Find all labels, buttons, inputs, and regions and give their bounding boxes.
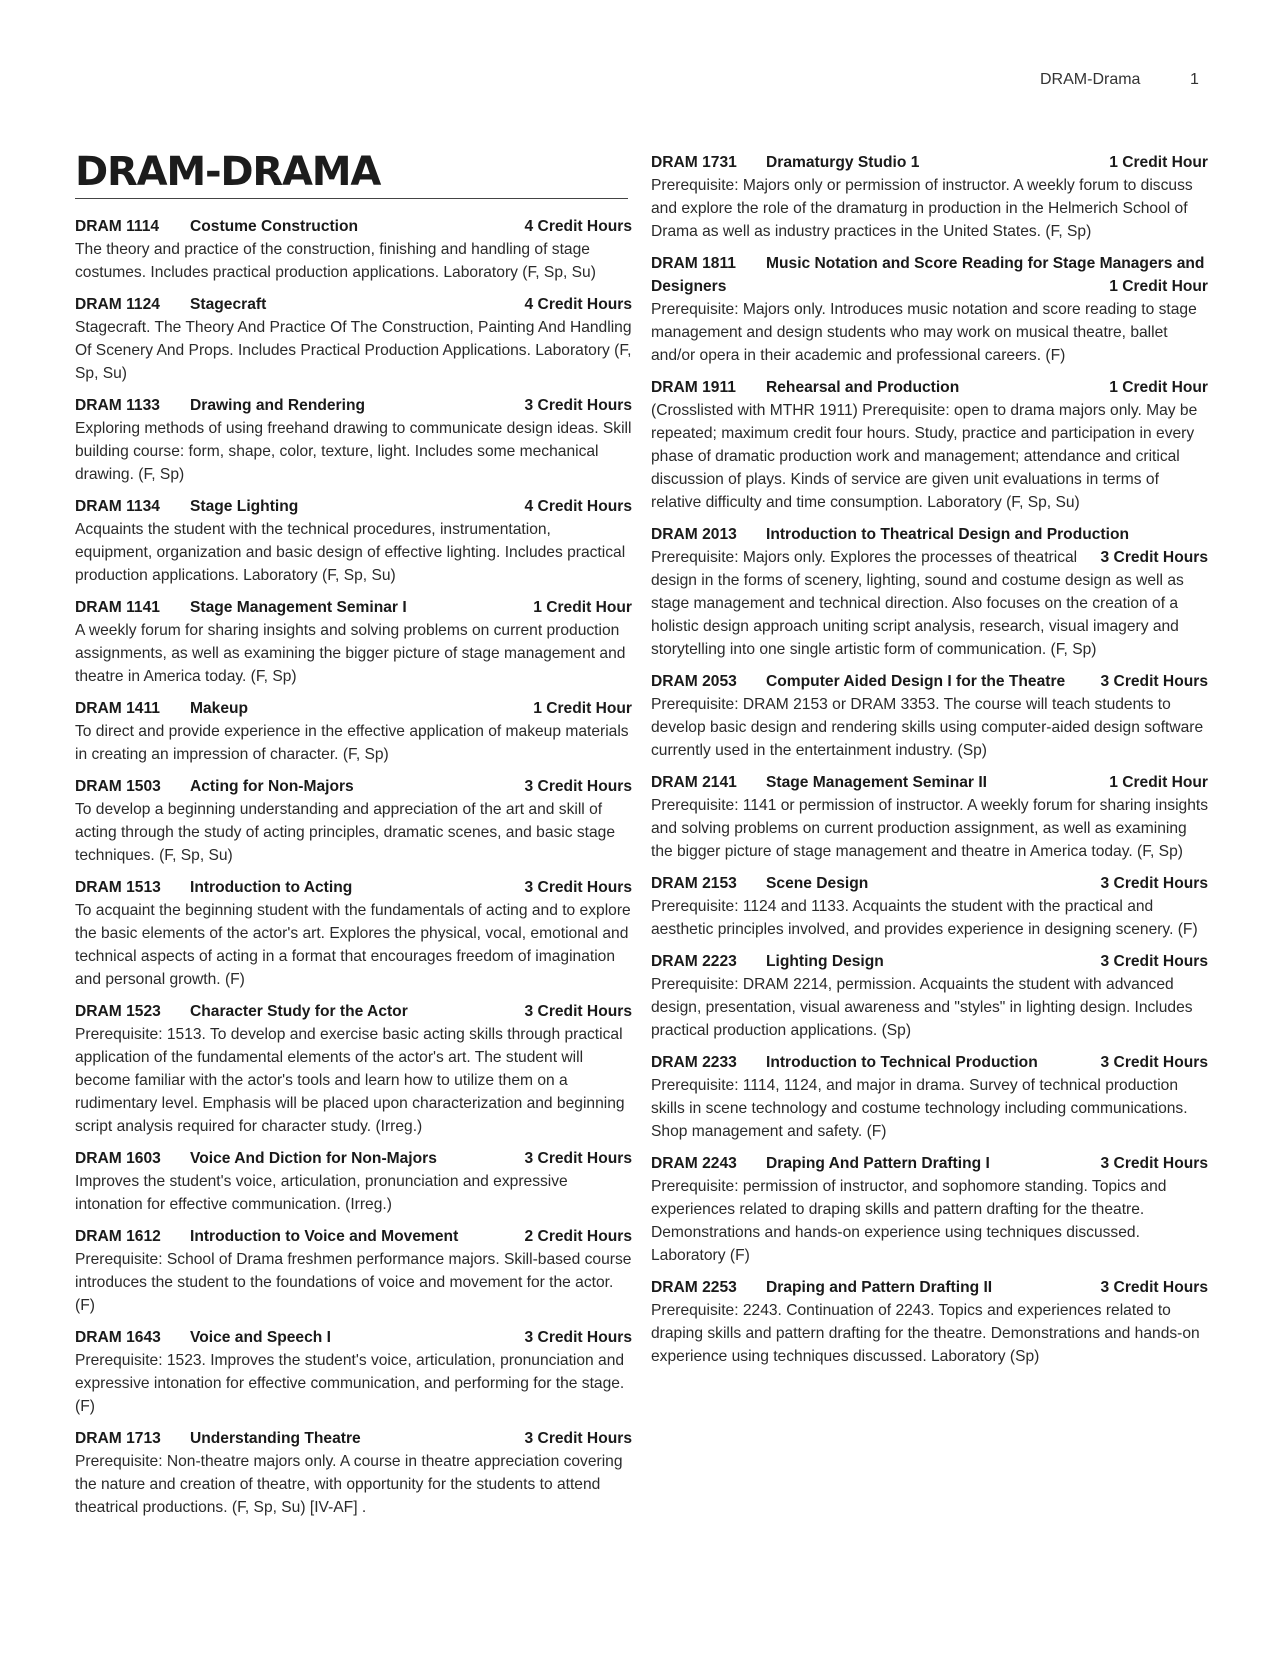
course-entry xyxy=(651,151,1208,243)
course-credits: 3 Credit Hours xyxy=(524,879,632,896)
course-heading xyxy=(75,1225,632,1248)
course-list-left xyxy=(75,215,632,1519)
course-title: Stagecraft xyxy=(190,296,267,313)
course-code: DRAM 1141 xyxy=(75,599,160,616)
course-title: Introduction to Acting xyxy=(190,879,353,896)
course-credits: 1 Credit Hour xyxy=(533,599,632,616)
course-description: To develop a beginning understanding and appreciation of the art and skill of acting through the study of acting principles, dramatic scenes, and basic stage techniques. (F, Sp, Su) xyxy=(75,801,616,864)
course-entry xyxy=(651,252,1208,367)
course-credits: 3 Credit Hours xyxy=(1100,673,1208,690)
course-title: Stage Management Seminar II xyxy=(766,774,987,791)
course-title: Dramaturgy Studio 1 xyxy=(766,154,920,171)
course-code: DRAM 2153 xyxy=(651,875,737,892)
course-description: Prerequisite: 1523. Improves the student's voice, articulation, pronunciation and expressive intonation for effective communication, and performing for the stage. (F) xyxy=(75,1352,625,1415)
course-description: Prerequisite: Majors only. Introduces music notation and score reading to stage management and design students who may work on musical theatre, ballet and/or opera in their academic and professional careers. (F) xyxy=(651,301,1197,364)
course-entry xyxy=(75,1427,632,1519)
course-title: Voice and Speech I xyxy=(190,1329,331,1346)
course-heading xyxy=(651,151,1208,174)
course-title: Makeup xyxy=(190,700,249,717)
course-heading xyxy=(651,771,1208,794)
course-heading xyxy=(651,523,1208,566)
course-credits: 4 Credit Hours xyxy=(524,296,632,313)
right-column xyxy=(651,151,1208,1377)
course-description: Prerequisite: 2243. Continuation of 2243. Topics and experiences related to draping skills and pattern drafting for the theatre. Demonstrations and hands-on experience using techniques discussed. Laboratory (Sp) xyxy=(651,1302,1200,1365)
course-heading xyxy=(75,1000,632,1023)
course-entry xyxy=(75,596,632,688)
course-credits: 3 Credit Hours xyxy=(524,1003,632,1020)
course-code: DRAM 2223 xyxy=(651,953,737,970)
left-column xyxy=(75,148,632,1528)
course-code: DRAM 1411 xyxy=(75,700,160,717)
course-credits: 3 Credit Hours xyxy=(1100,953,1208,970)
running-header xyxy=(1040,71,1210,89)
course-entry xyxy=(75,775,632,867)
course-description: Exploring methods of using freehand drawing to communicate design ideas. Skill building course: form, shape, color, texture, light. Includes some mechanical drawing. (F, Sp) xyxy=(75,420,632,483)
course-heading xyxy=(75,1326,632,1349)
course-entry xyxy=(651,1152,1208,1267)
course-heading xyxy=(651,670,1208,693)
course-entry xyxy=(651,771,1208,863)
course-description: Prerequisite: 1141 or permission of instructor. A weekly forum for sharing insights and solving problems on current production assignment, as well as examining the bigger picture of stage management and theatre in America today. (F, Sp) xyxy=(651,797,1209,860)
course-description: Acquaints the student with the technical procedures, instrumentation, equipment, organization and basic design of effective lighting. Includes practical production applications. Laboratory (F, Sp, Su) xyxy=(75,521,626,584)
course-title: Introduction to Technical Production xyxy=(766,1054,1038,1071)
course-entry xyxy=(651,872,1208,941)
course-title: Understanding Theatre xyxy=(190,1430,361,1447)
course-code: DRAM 2053 xyxy=(651,673,737,690)
course-entry xyxy=(651,950,1208,1042)
course-credits: 3 Credit Hours xyxy=(524,1430,632,1447)
course-entry xyxy=(75,697,632,766)
course-heading xyxy=(651,1152,1208,1175)
course-entry xyxy=(75,215,632,284)
course-code: DRAM 1503 xyxy=(75,778,161,795)
course-heading xyxy=(651,376,1208,399)
course-code: DRAM 2253 xyxy=(651,1279,737,1296)
course-entry xyxy=(75,394,632,486)
course-title: Music Notation and Score Reading for Stage Managers and Designers xyxy=(651,255,1205,295)
course-description: Prerequisite: Majors only. Explores the processes of theatrical design in the forms of scenery, lighting, sound and costume design as well as stage management and technical direction. Also focuses on the creation of a holistic design approach uniting script analysis, research, visual imagery and storytelling into one single artistic form of communication. (F, Sp) xyxy=(651,549,1184,658)
course-description: Prerequisite: Non-theatre majors only. A course in theatre appreciation covering the nature and creation of theatre, with opportunity for the students to attend theatrical productions. (F, Sp, Su) [IV-AF] . xyxy=(75,1453,623,1516)
course-title: Introduction to Voice and Movement xyxy=(190,1228,459,1245)
course-credits: 4 Credit Hours xyxy=(524,218,632,235)
course-heading xyxy=(75,495,632,518)
course-heading xyxy=(75,596,632,619)
course-credits: 3 Credit Hours xyxy=(524,397,632,414)
course-heading xyxy=(75,394,632,417)
course-code: DRAM 1811 xyxy=(651,255,736,272)
course-entry xyxy=(651,1276,1208,1368)
course-title: Computer Aided Design I for the Theatre xyxy=(766,673,1066,690)
course-credits: 3 Credit Hours xyxy=(524,1150,632,1167)
course-description: Prerequisite: DRAM 2214, permission. Acquaints the student with advanced design, presentation, visual awareness and "styles" in lighting design. Includes practical production applications. (Sp) xyxy=(651,976,1193,1039)
course-entry xyxy=(651,1051,1208,1143)
course-code: DRAM 1523 xyxy=(75,1003,161,1020)
course-heading xyxy=(75,876,632,899)
course-heading xyxy=(75,1147,632,1170)
course-credits: 1 Credit Hour xyxy=(1109,379,1208,396)
course-title: Draping And Pattern Drafting I xyxy=(766,1155,990,1172)
course-heading xyxy=(651,252,1208,298)
course-credits: 1 Credit Hour xyxy=(1109,774,1208,791)
course-title: Draping and Pattern Drafting II xyxy=(766,1279,993,1296)
course-list-right xyxy=(651,151,1208,1368)
course-code: DRAM 1911 xyxy=(651,379,736,396)
course-title: Stage Management Seminar I xyxy=(190,599,407,616)
course-entry xyxy=(651,670,1208,762)
course-entry xyxy=(75,495,632,587)
course-credits: 3 Credit Hours xyxy=(1100,549,1208,566)
course-description: Prerequisite: Majors only or permission of instructor. A weekly forum to discuss and explore the role of the dramaturg in production in the Helmerich School of Drama as well as industry practices in the United States. (F, Sp) xyxy=(651,177,1193,240)
course-code: DRAM 1713 xyxy=(75,1430,161,1447)
course-credits: 3 Credit Hours xyxy=(1100,1279,1208,1296)
course-code: DRAM 2013 xyxy=(651,526,737,543)
course-description: Prerequisite: 1114, 1124, and major in drama. Survey of technical production skills in scene technology and costume technology including communications. Shop management and safety. (F) xyxy=(651,1077,1188,1140)
course-heading xyxy=(651,1276,1208,1299)
course-credits: 3 Credit Hours xyxy=(1100,1054,1208,1071)
course-credits: 4 Credit Hours xyxy=(524,498,632,515)
course-description: To acquaint the beginning student with the fundamentals of acting and to explore the basic elements of the actor's art. Explores the physical, vocal, emotional and technical aspects of acting in a format that encourages freedom of imagination and personal growth. (F) xyxy=(75,902,631,988)
course-entry xyxy=(75,1147,632,1216)
title-rule xyxy=(75,198,628,199)
course-code: DRAM 1731 xyxy=(651,154,737,171)
course-entry xyxy=(651,523,1208,661)
course-code: DRAM 1133 xyxy=(75,397,160,414)
course-code: DRAM 2141 xyxy=(651,774,737,791)
course-description: Prerequisite: DRAM 2153 or DRAM 3353. The course will teach students to develop basic design and rendering skills using computer-aided design software currently used in the entertainment industry. (Sp) xyxy=(651,696,1204,759)
course-code: DRAM 1513 xyxy=(75,879,161,896)
course-code: DRAM 1124 xyxy=(75,296,160,313)
course-heading xyxy=(75,775,632,798)
course-title: Rehearsal and Production xyxy=(766,379,960,396)
course-description: Prerequisite: 1124 and 1133. Acquaints the student with the practical and aesthetic principles involved, and provides experience in designing scenery. (F) xyxy=(651,898,1198,938)
course-entry xyxy=(75,1326,632,1418)
course-code: DRAM 1134 xyxy=(75,498,160,515)
course-credits: 3 Credit Hours xyxy=(1100,1155,1208,1172)
course-description: Improves the student's voice, articulation, pronunciation and expressive intonation for effective communication. (Irreg.) xyxy=(75,1173,568,1213)
course-title: Lighting Design xyxy=(766,953,884,970)
course-code: DRAM 1114 xyxy=(75,218,160,235)
course-title: Voice And Diction for Non-Majors xyxy=(190,1150,437,1167)
course-description: Stagecraft. The Theory And Practice Of The Construction, Painting And Handling Of Scenery And Props. Includes Practical Production Applications. Laboratory (F, Sp, Su) xyxy=(75,319,632,382)
course-title: Stage Lighting xyxy=(190,498,299,515)
course-heading xyxy=(75,215,632,238)
page-number: 1 xyxy=(1190,71,1199,88)
course-title: Character Study for the Actor xyxy=(190,1003,408,1020)
course-code: DRAM 2233 xyxy=(651,1054,737,1071)
course-title: Introduction to Theatrical Design and Production xyxy=(766,526,1129,543)
course-title: Scene Design xyxy=(766,875,869,892)
course-credits: 2 Credit Hours xyxy=(524,1228,632,1245)
course-credits: 3 Credit Hours xyxy=(1100,875,1208,892)
course-heading xyxy=(75,293,632,316)
course-description: A weekly forum for sharing insights and solving problems on current production assignments, as well as examining the bigger picture of stage management and theatre in America today. (F, Sp) xyxy=(75,622,626,685)
course-description: The theory and practice of the construction, finishing and handling of stage costumes. Includes practical production applications. Laboratory (F, Sp, Su) xyxy=(75,241,596,281)
course-description: Prerequisite: School of Drama freshmen performance majors. Skill-based course introduces the student to the foundations of voice and movement for the actor. (F) xyxy=(75,1251,632,1314)
course-credits: 3 Credit Hours xyxy=(524,1329,632,1346)
course-description: To direct and provide experience in the effective application of makeup materials in creating an impression of character. (F, Sp) xyxy=(75,723,629,763)
course-code: DRAM 1643 xyxy=(75,1329,161,1346)
course-heading xyxy=(75,1427,632,1450)
course-title: Acting for Non-Majors xyxy=(190,778,354,795)
course-heading xyxy=(651,872,1208,895)
course-entry xyxy=(75,1225,632,1317)
course-description: (Crosslisted with MTHR 1911) Prerequisite: open to drama majors only. May be repeated; maximum credit four hours. Study, practice and participation in every phase of dramatic production work and management; attendance and critical discussion of plays. Kinds of service are given unit evaluations in terms of relative difficulty and time consumption. Laboratory (F, Sp, Su) xyxy=(651,402,1198,511)
course-credits: 1 Credit Hour xyxy=(1109,154,1208,171)
running-title: DRAM-Drama xyxy=(1040,71,1141,88)
course-entry xyxy=(75,293,632,385)
course-description: Prerequisite: permission of instructor, and sophomore standing. Topics and experiences related to draping skills and pattern drafting for the theatre. Demonstrations and hands-on experience using techniques discussed. Laboratory (F) xyxy=(651,1178,1167,1264)
course-code: DRAM 2243 xyxy=(651,1155,737,1172)
course-credits: 3 Credit Hours xyxy=(524,778,632,795)
course-entry xyxy=(651,376,1208,514)
course-heading xyxy=(75,697,632,720)
course-entry xyxy=(75,876,632,991)
page-title: DRAM-DRAMA xyxy=(75,149,381,195)
course-heading xyxy=(651,950,1208,973)
course-description: Prerequisite: 1513. To develop and exercise basic acting skills through practical application of the fundamental elements of the actor's art. The student will become familiar with the actor's tools and learn how to utilize them on a rudimentary level. Emphasis will be placed upon characterization and beginning script analysis required for character study. (Irreg.) xyxy=(75,1026,625,1135)
course-code: DRAM 1612 xyxy=(75,1228,161,1245)
course-entry xyxy=(75,1000,632,1138)
course-title: Costume Construction xyxy=(190,218,359,235)
course-code: DRAM 1603 xyxy=(75,1150,161,1167)
course-heading xyxy=(651,1051,1208,1074)
course-credits: 1 Credit Hour xyxy=(533,700,632,717)
course-title: Drawing and Rendering xyxy=(190,397,366,414)
course-credits: 1 Credit Hour xyxy=(1109,278,1208,295)
